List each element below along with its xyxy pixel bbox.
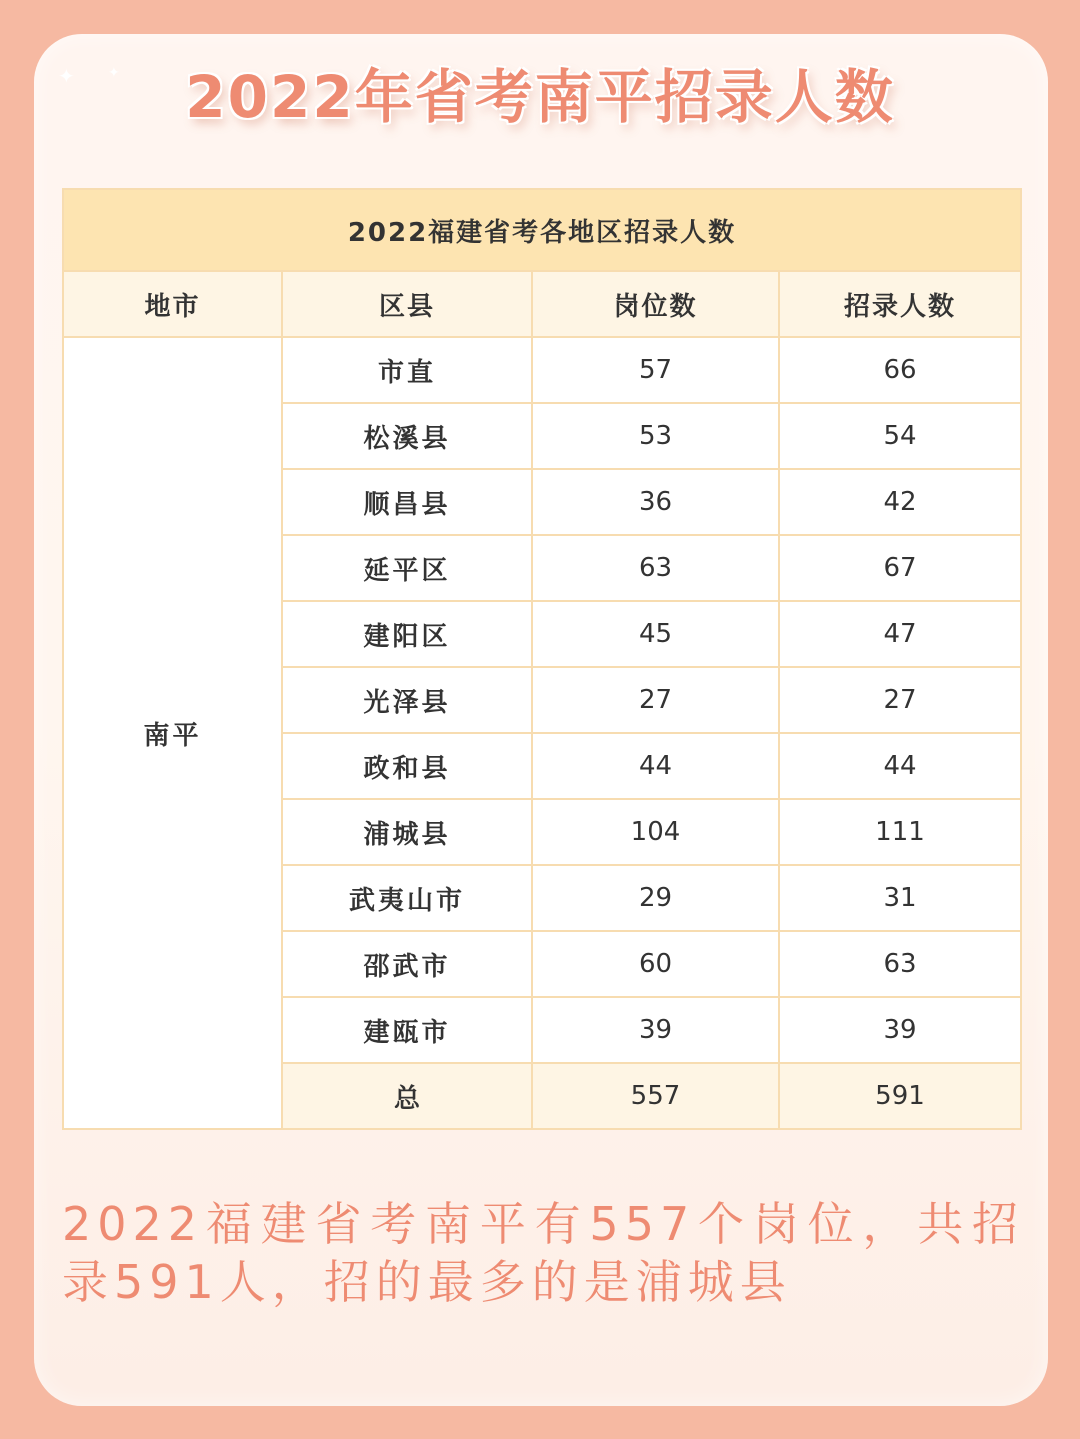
hires-cell: 66 [779, 337, 1021, 403]
total-label: 总 [282, 1063, 532, 1129]
positions-cell: 60 [532, 931, 779, 997]
district-cell: 市直 [282, 337, 532, 403]
district-cell: 邵武市 [282, 931, 532, 997]
recruitment-table [62, 188, 1022, 1130]
district-cell: 建阳区 [282, 601, 532, 667]
district-cell: 顺昌县 [282, 469, 532, 535]
positions-cell: 63 [532, 535, 779, 601]
positions-cell: 57 [532, 337, 779, 403]
table-caption: 2022福建省考各地区招录人数 [63, 189, 1021, 271]
positions-cell: 27 [532, 667, 779, 733]
sparkle-icon: ✦ [108, 65, 120, 81]
positions-cell: 39 [532, 997, 779, 1063]
total-hires: 591 [779, 1063, 1021, 1129]
district-cell: 光泽县 [282, 667, 532, 733]
page-title: 2022年省考南平招录人数 [185, 63, 895, 131]
hires-cell: 47 [779, 601, 1021, 667]
hires-cell: 67 [779, 535, 1021, 601]
summary-text: 2022福建省考南平有557个岗位，共招录591人，招的最多的是浦城县 [62, 1197, 1024, 1309]
positions-cell: 53 [532, 403, 779, 469]
positions-cell: 29 [532, 865, 779, 931]
sparkle-icon: ✦ [58, 64, 75, 88]
district-cell: 延平区 [282, 535, 532, 601]
positions-cell: 44 [532, 733, 779, 799]
total-positions: 557 [532, 1063, 779, 1129]
positions-cell: 45 [532, 601, 779, 667]
hires-cell: 54 [779, 403, 1021, 469]
hires-cell: 42 [779, 469, 1021, 535]
hires-cell: 39 [779, 997, 1021, 1063]
district-cell: 政和县 [282, 733, 532, 799]
hires-cell: 27 [779, 667, 1021, 733]
table-row [63, 337, 1021, 403]
hires-cell: 63 [779, 931, 1021, 997]
hires-cell: 111 [779, 799, 1021, 865]
column-header-district: 区县 [282, 271, 532, 337]
positions-cell: 104 [532, 799, 779, 865]
city-cell: 南平 [63, 337, 282, 1129]
positions-cell: 36 [532, 469, 779, 535]
district-cell: 浦城县 [282, 799, 532, 865]
district-cell: 建瓯市 [282, 997, 532, 1063]
district-cell: 武夷山市 [282, 865, 532, 931]
column-header-hires: 招录人数 [779, 271, 1021, 337]
district-cell: 松溪县 [282, 403, 532, 469]
column-header-positions: 岗位数 [532, 271, 779, 337]
hires-cell: 31 [779, 865, 1021, 931]
column-header-city: 地市 [63, 271, 282, 337]
hires-cell: 44 [779, 733, 1021, 799]
